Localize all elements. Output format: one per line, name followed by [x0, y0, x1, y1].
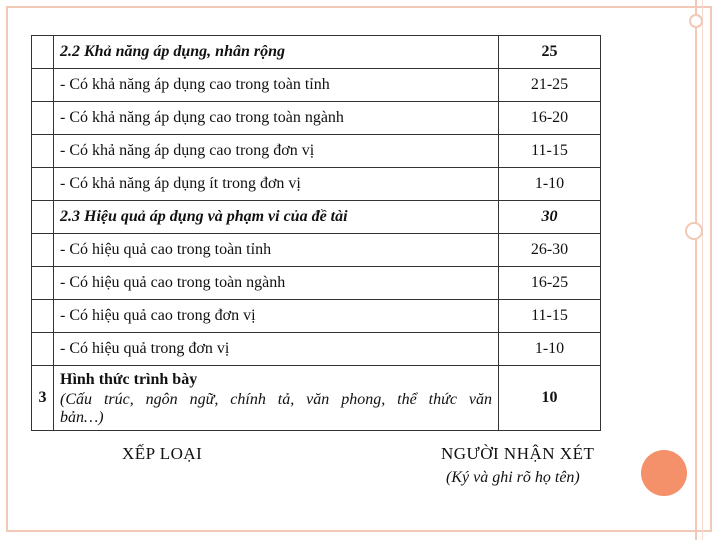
slide-frame-line	[695, 0, 697, 540]
table-row	[32, 234, 601, 267]
table-row	[32, 201, 601, 234]
slide-frame-line-inner	[702, 0, 703, 540]
presentation-detail: (Cấu trúc, ngôn ngữ, chính tả, văn phong, thể thức văn	[60, 391, 492, 408]
criterion-item: - Có khả năng áp dụng cao trong toàn tỉnh	[54, 69, 499, 102]
criterion-item: - Có khả năng áp dụng cao trong đơn vị	[54, 135, 499, 168]
row-number-cell	[32, 168, 54, 201]
row-number-cell	[32, 333, 54, 366]
score-cell: 11-15	[499, 135, 601, 168]
criterion-item: - Có hiệu quả trong đơn vị	[54, 333, 499, 366]
decorative-circle-accent	[641, 450, 687, 496]
criterion-heading: 2.2 Khả năng áp dụng, nhân rộng	[54, 36, 499, 69]
row-number: 3	[32, 366, 54, 431]
criterion-item: - Có hiệu quả cao trong toàn ngành	[54, 267, 499, 300]
criterion-item: - Có khả năng áp dụng ít trong đơn vị	[54, 168, 499, 201]
table-row	[32, 267, 601, 300]
presentation-criterion	[54, 366, 499, 431]
score-cell: 16-25	[499, 267, 601, 300]
table-row	[32, 168, 601, 201]
row-number-cell	[32, 135, 54, 168]
table-row	[32, 36, 601, 69]
table-row	[32, 366, 601, 431]
row-number-cell	[32, 36, 54, 69]
decorative-circle-middle	[685, 222, 703, 240]
score-cell: 25	[499, 36, 601, 69]
score-cell: 1-10	[499, 168, 601, 201]
score-cell: 11-15	[499, 300, 601, 333]
table-row	[32, 135, 601, 168]
score-cell: 26-30	[499, 234, 601, 267]
table-row	[32, 333, 601, 366]
row-number-cell	[32, 201, 54, 234]
score-cell: 30	[499, 201, 601, 234]
row-number-cell	[32, 69, 54, 102]
row-number-cell	[32, 267, 54, 300]
row-number-cell	[32, 102, 54, 135]
table-row	[32, 102, 601, 135]
criterion-heading: 2.3 Hiệu quả áp dụng và phạm vi của đề tài	[54, 201, 499, 234]
ranking-label: XẾP LOẠI	[122, 444, 203, 463]
table-row	[32, 300, 601, 333]
presentation-detail-cont: bản…)	[60, 409, 104, 426]
score-cell: 21-25	[499, 69, 601, 102]
score-cell: 16-20	[499, 102, 601, 135]
criterion-item: - Có hiệu quả cao trong đơn vị	[54, 300, 499, 333]
presentation-title: Hình thức trình bày	[60, 371, 198, 388]
criterion-item: - Có hiệu quả cao trong toàn tỉnh	[54, 234, 499, 267]
criterion-item: - Có khả năng áp dụng cao trong toàn ngành	[54, 102, 499, 135]
row-number-cell	[32, 234, 54, 267]
row-number-cell	[32, 300, 54, 333]
evaluation-table	[31, 35, 601, 431]
decorative-circle-top	[689, 14, 703, 28]
score-cell: 1-10	[499, 333, 601, 366]
signature-instruction: (Ký và ghi rõ họ tên)	[446, 469, 580, 486]
table-row	[32, 69, 601, 102]
reviewer-label: NGƯỜI NHẬN XÉT	[441, 444, 595, 463]
score-cell: 10	[499, 366, 601, 431]
